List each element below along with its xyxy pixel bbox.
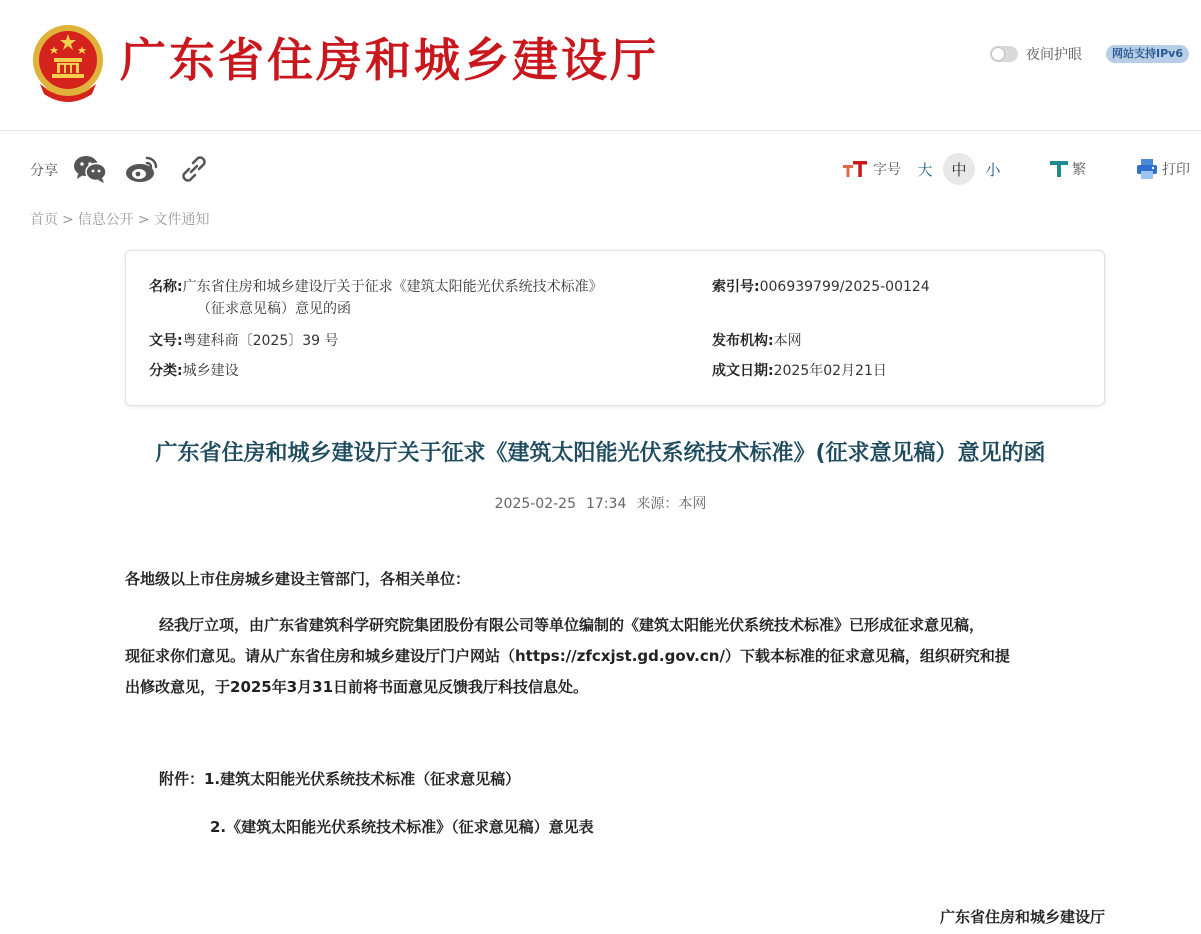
info-category-key: 分类: [149,363,183,379]
print-label: 打印 [1162,162,1190,178]
national-emblem-icon [30,22,106,102]
wechat-icon[interactable] [72,152,108,186]
night-mode-label: 夜间护眼 [1026,47,1082,63]
info-docno [149,330,339,352]
print-button[interactable] [1136,152,1190,186]
article-source: 来源：本网 [636,496,707,512]
breadcrumb-separator: > [62,212,74,228]
traditional-chinese-button[interactable] [1050,152,1086,186]
article-paragraph [125,610,1105,703]
article-meta [0,493,1201,513]
info-index [712,276,930,298]
info-category-value: 城乡建设 [182,363,239,379]
share-label: 分享 [30,163,58,179]
info-date-value: 2025年02月21日 [773,363,887,379]
night-mode-toggle[interactable] [990,44,1082,64]
weibo-icon[interactable] [124,152,160,186]
attachment-list [125,764,1105,843]
breadcrumb-separator: > [137,212,150,228]
info-index-key: 索引号: [712,279,760,295]
link-icon[interactable] [176,152,212,186]
traditional-label: 繁 [1072,162,1086,178]
breadcrumb [30,209,209,229]
font-size-medium-button[interactable]: 中 [943,153,975,185]
printer-icon [1136,158,1158,180]
publish-time: 17:34 [586,496,627,512]
info-publisher-key: 发布机构: [712,333,774,349]
ipv6-badge: 网站支持IPv6 [1106,45,1189,63]
traditional-text-icon [1050,159,1068,179]
info-name [149,276,689,320]
attachment-item-2[interactable]: 2.《建筑太阳能光伏系统技术标准》（征求意见稿）意见表 [210,818,594,836]
publish-date: 2025-02-25 [494,496,576,512]
info-publisher [712,330,802,352]
font-size-large-button[interactable]: 大 [917,160,933,179]
font-size-label: 字号 [873,162,901,178]
info-docno-key: 文号: [149,333,183,349]
info-category [149,360,239,382]
info-date-key: 成文日期: [712,363,774,379]
info-name-key: 名称: [149,279,183,295]
info-name-value-line2: （征求意见稿）意见的函 [197,301,351,317]
breadcrumb-info-disclosure[interactable]: 信息公开 [77,212,134,228]
info-publisher-value: 本网 [773,333,802,349]
info-docno-value: 粤建科商〔2025〕39 号 [182,333,339,349]
info-name-value-line1: 广东省住房和城乡建设厅关于征求《建筑太阳能光伏系统技术标准》 [182,279,603,295]
paragraph-line: 出修改意见，于2025年3月31日前将书面意见反馈我厅科技信息处。 [125,678,589,696]
attachment-item-1[interactable]: 附件：1.建筑太阳能光伏系统技术标准（征求意见稿） [159,770,521,788]
info-date [712,360,887,382]
article-title: 广东省住房和城乡建设厅关于征求《建筑太阳能光伏系统技术标准》(征求意见稿）意见的函 [155,441,1046,466]
font-size-small-button[interactable]: 小 [985,160,1001,179]
document-info-box [125,250,1105,406]
site-header [0,0,1201,131]
signature: 广东省住房和城乡建设厅 [939,908,1105,926]
site-title: 广东省住房和城乡建设厅 [120,33,659,87]
font-size-icon [843,159,869,179]
toggle-knob [992,48,1004,60]
paragraph-line: 经我厅立项，由广东省建筑科学研究院集团股份有限公司等单位编制的《建筑太阳能光伏系统技术标准》已形成征求意见稿， [159,616,985,634]
breadcrumb-home[interactable]: 首页 [30,212,58,228]
info-index-value: 006939799/2025-00124 [759,279,930,295]
paragraph-line: 现征求你们意见。请从广东省住房和城乡建设厅门户网站（https://zfcxjst.gd.gov.cn/）下载本标准的征求意见稿，组织研究和提 [125,647,1010,665]
breadcrumb-file-notice[interactable]: 文件通知 [153,212,210,228]
salutation: 各地级以上市住房城乡建设主管部门，各相关单位： [125,570,471,588]
toggle-switch[interactable] [990,46,1018,62]
font-size-control [843,152,1009,186]
